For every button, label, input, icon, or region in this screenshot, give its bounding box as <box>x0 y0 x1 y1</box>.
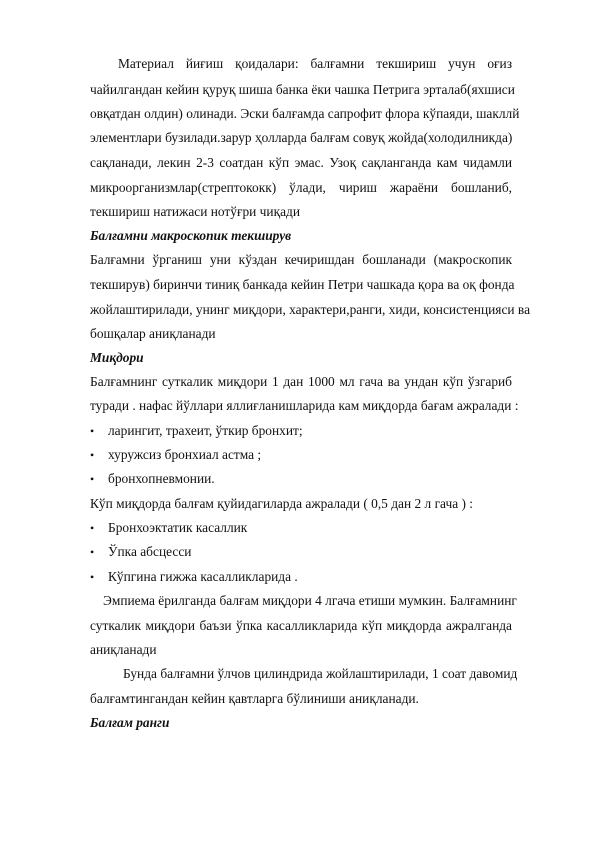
section-heading-color: Балғам ранги <box>90 715 170 730</box>
paragraph-line: туради . нафас йўллари яллиғланишларида кам миқдорда бағам ажралади : <box>90 398 519 413</box>
bullet-icon: • <box>90 448 95 462</box>
paragraph-line: Бунда балғамни ўлчов цилиндрида жойлаштирилади, 1 соат давомид <box>123 666 518 681</box>
list-item: Бронхоэктатик касаллик <box>108 520 248 535</box>
bullet-icon: • <box>90 545 95 559</box>
list-item: ларингит, трахеит, ўткир бронхит; <box>108 423 303 438</box>
paragraph-line: бошқалар аниқланади <box>90 326 216 341</box>
paragraph-line: аниқланади <box>90 642 157 657</box>
bullet-icon: • <box>90 424 95 438</box>
paragraph-line: Материал йиғиш қоидалари: балғамни текшириш учун оғиз <box>118 56 512 71</box>
list-item: бронхопневмонии. <box>108 471 215 486</box>
bullet-icon: • <box>90 521 95 535</box>
list-item: хуружсиз бронхиал астма ; <box>108 447 262 462</box>
paragraph-line: текшириш натижаси нотўғри чиқади <box>90 204 300 219</box>
paragraph-line: элементлари бузилади.зарур ҳолларда балғам совуқ жойда(холодилникда) <box>90 130 513 145</box>
bullet-icon: • <box>90 570 95 584</box>
paragraph-line: жойлаштирилади, унинг миқдори, характери,ранги, хиди, консистенцияси ва <box>90 302 531 317</box>
paragraph-line: микроорганизмлар(стрептококк) ўлади, чириш жараёни бошланиб, <box>90 180 512 195</box>
section-heading-quantity: Миқдори <box>90 350 144 365</box>
bullet-icon: • <box>90 472 95 486</box>
list-item: Ўпка абсцесси <box>108 544 192 559</box>
paragraph-line: Балғамнинг суткалик миқдори 1 дан 1000 мл гача ва ундан кўп ўзгариб <box>90 374 512 389</box>
paragraph-line: Кўп миқдорда балғам қуйидагиларда ажралади ( 0,5 дан 2 л гача ) : <box>90 496 474 511</box>
paragraph-line: чайилгандан кейин қуруқ шиша банка ёки чашка Петрига эрталаб(яхшиси <box>90 82 515 97</box>
paragraph-line: сақланади, лекин 2-3 соатдан кўп эмас. Узоқ сақланганда кам чидамли <box>90 155 512 170</box>
paragraph-line: суткалик миқдори баъзи ўпка касалликларида кўп миқдорда ажралганда <box>90 618 512 633</box>
section-heading-macroscopic: Балғамни макроскопик текширув <box>90 228 292 243</box>
paragraph-line: Эмпиема ёрилганда балғам миқдори 4 лгача етиши мумкин. Балғамнинг <box>103 593 517 608</box>
paragraph-line: балғамтингандан кейин қавтларга бўлиниши аниқланади. <box>90 691 419 706</box>
paragraph-line: Балғамни ўрганиш уни кўздан кечиришдан бошланади (макроскопик <box>90 252 512 267</box>
list-item: Кўпгина гижжа касалликларида . <box>108 569 298 584</box>
paragraph-line: овқатдан олдин) олинади. Эски балғамда сапрофит флора кўпаяди, шакллй <box>90 106 520 121</box>
paragraph-line: текширув) биринчи тиниқ банкада кейин Петри чашкада қора ва оқ фонда <box>90 277 515 292</box>
